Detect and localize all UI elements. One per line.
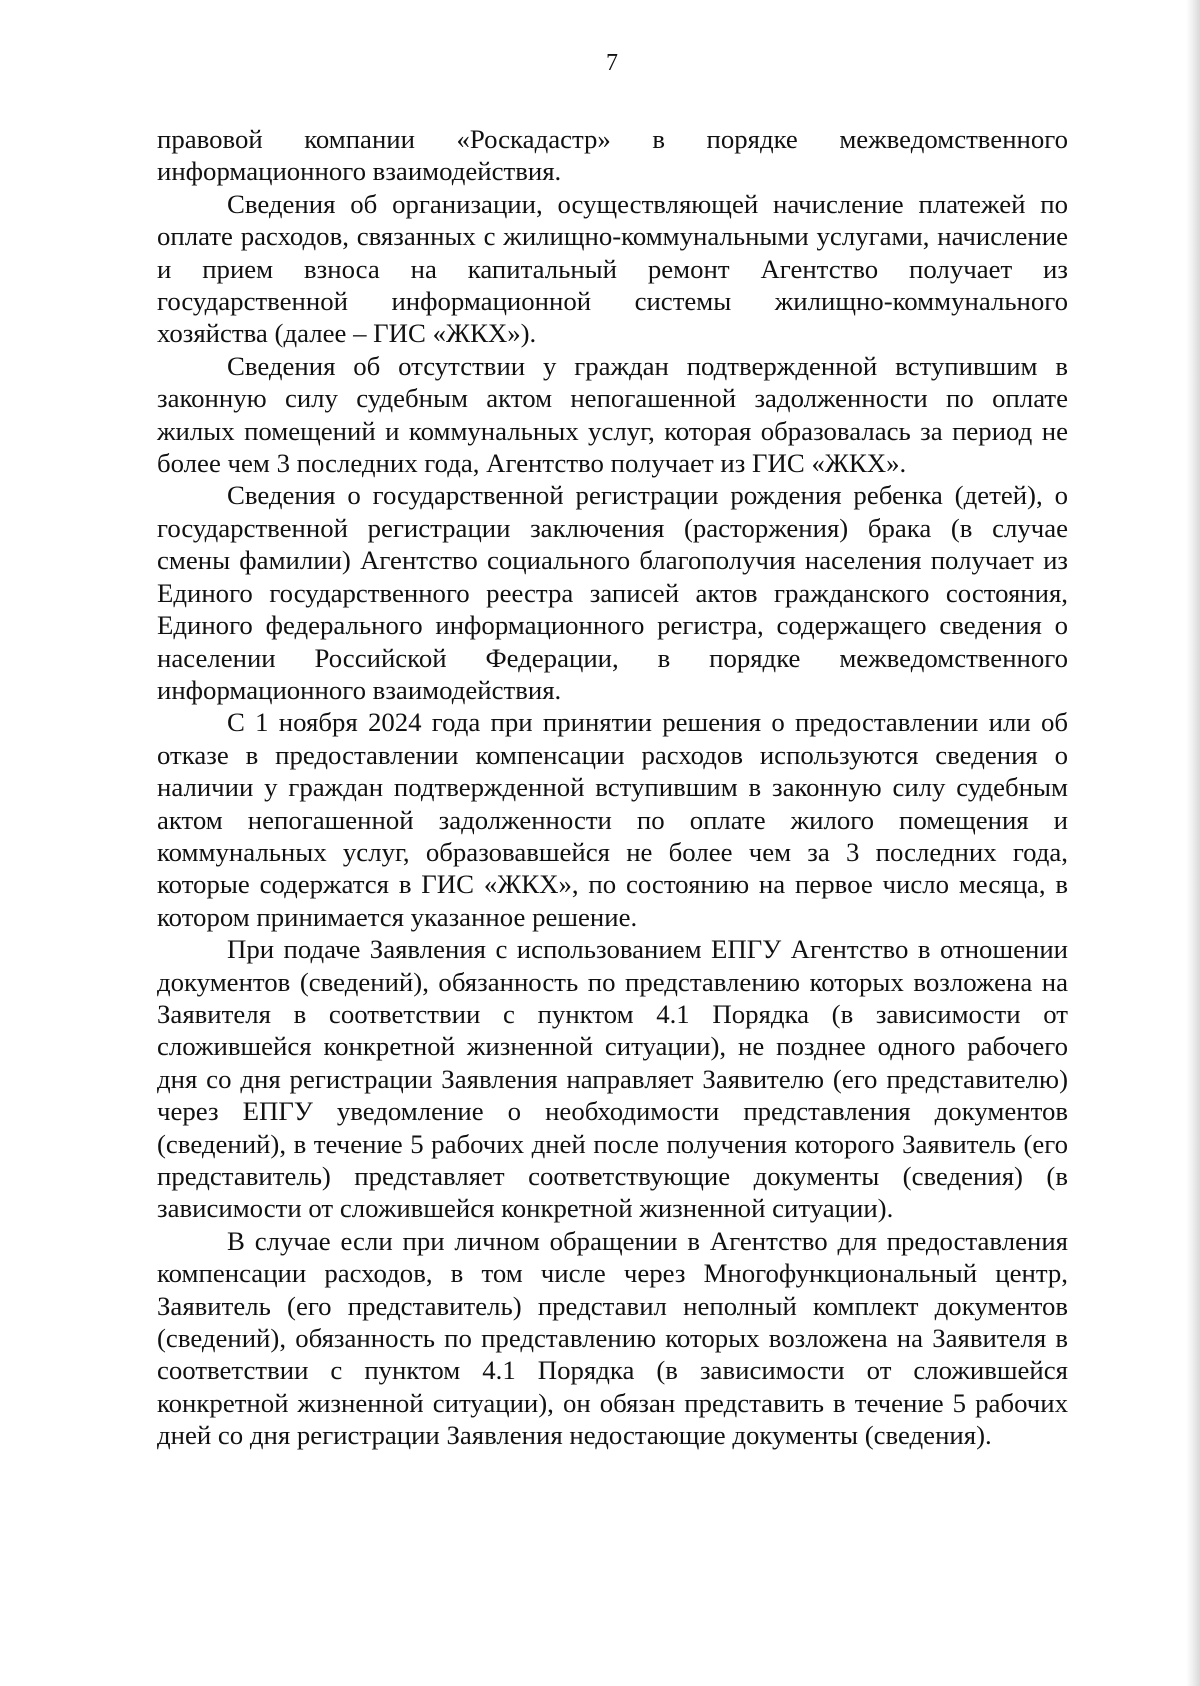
paragraph: Сведения об организации, осуществляющей начисление платежей по оплате расходов, связанных с жилищно-коммунальными услугами, начисление и прием взноса на капитальный ремонт Агентство получает из государственной информационной системы жилищно-коммунального хозяйства (далее – ГИС «ЖКХ»). [157, 188, 1068, 349]
document-body [157, 123, 1068, 1452]
page-number: 7 [606, 50, 618, 76]
paragraph: При подаче Заявления с использованием ЕПГУ Агентство в отношении документов (сведений), обязанность по представлению которых возложена на Заявителя в соответствии с пунктом 4.1 Порядка (в зависимости от сложившейся конкретной жизненной ситуации), не позднее одного рабочего дня со дня регистрации Заявления направляет Заявителю (его представителю) через ЕПГУ уведомление о необходимости представления документов (сведений), в течение 5 рабочих дней после получения которого Заявитель (его представитель) представляет соответствующие документы (сведения) (в зависимости от сложившейся конкретной жизненной ситуации). [157, 934, 1068, 1224]
paragraph: В случае если при личном обращении в Агентство для предоставления компенсации расходов, в том числе через Многофункциональный центр, Заявитель (его представитель) представил неполный комплект документов (сведений), обязанность по представлению которых возложена на Заявителя в соответствии с пунктом 4.1 Порядка (в зависимости от сложившейся конкретной жизненной ситуации), он обязан представить в течение 5 рабочих дней со дня регистрации Заявления недостающие документы (сведения). [157, 1225, 1068, 1451]
paragraph-continuation: правовой компании «Роскадастр» в порядке межведомственного информационного взаимодействия. [157, 124, 1068, 187]
paragraph: С 1 ноября 2024 года при принятии решения о предоставлении или об отказе в предоставлении компенсации расходов используются сведения о наличии у граждан подтвержденной вступившим в законную силу судебным актом непогашенной задолженности по оплате жилого помещения и коммунальных услуг, образовавшейся не более чем за 3 последних года, которые содержатся в ГИС «ЖКХ», по состоянию на первое число месяца, в котором принимается указанное решение. [157, 707, 1068, 932]
paragraph: Сведения о государственной регистрации рождения ребенка (детей), о государственной регистрации заключения (расторжения) брака (в случае смены фамилии) Агентство социального благополучия населения получает из Единого государственного реестра записей актов гражданского состояния, Единого федерального информационного регистра, содержащего сведения о населении Российской Федерации, в порядке межведомственного информационного взаимодействия. [157, 480, 1068, 705]
paragraph: Сведения об отсутствии у граждан подтвержденной вступившим в законную силу судебным актом непогашенной задолженности по оплате жилых помещений и коммунальных услуг, которая образовалась за период не более чем 3 последних года, Агентство получает из ГИС «ЖКХ». [157, 350, 1068, 479]
scan-edge-shadow [1186, 0, 1200, 1686]
